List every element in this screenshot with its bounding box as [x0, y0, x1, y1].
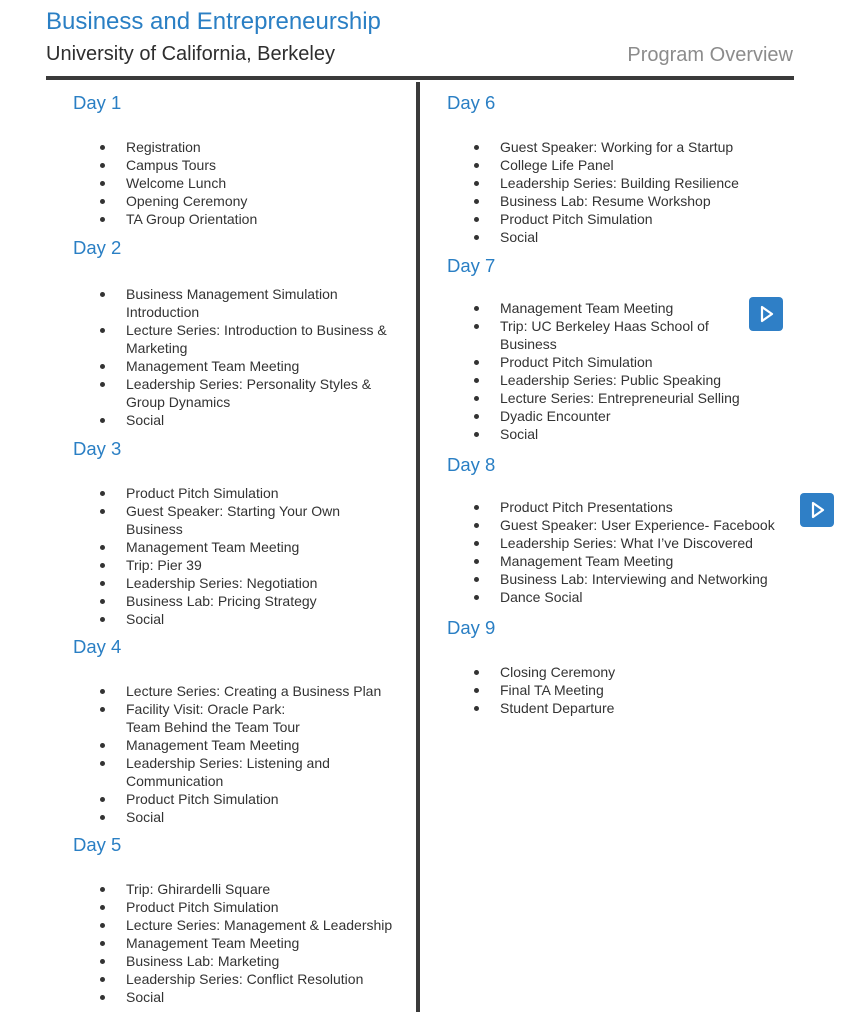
list-item: Social — [126, 610, 366, 628]
list-item: Management Team Meeting — [126, 934, 416, 952]
list-item: Leadership Series: Negotiation — [126, 574, 366, 592]
list-item: TA Group Orientation — [126, 210, 346, 228]
day-block — [447, 454, 807, 617]
day-list — [447, 663, 760, 717]
page-title: Business and Entrepreneurship — [46, 8, 381, 35]
list-item: Social — [500, 425, 760, 443]
header-rule — [46, 76, 794, 80]
day-block — [447, 255, 807, 454]
day-heading: Day 9 — [447, 617, 496, 638]
list-item: Leadership Series: Public Speaking — [500, 371, 760, 389]
day-list — [73, 138, 346, 228]
list-item: Leadership Series: Building Resilience — [500, 174, 800, 192]
list-item: Lecture Series: Creating a Business Plan — [126, 682, 408, 700]
list-item: Business Lab: Resume Workshop — [500, 192, 800, 210]
list-item: Product Pitch Presentations — [500, 498, 810, 516]
list-item: Management Team Meeting — [126, 538, 366, 556]
list-item: Leadership Series: Conflict Resolution — [126, 970, 416, 988]
play-button[interactable] — [749, 297, 783, 331]
list-item: Management Team Meeting — [500, 299, 760, 317]
day-heading: Day 7 — [447, 255, 496, 276]
list-item: Social — [126, 808, 408, 826]
list-item: Product Pitch Simulation — [500, 353, 760, 371]
list-item: Product Pitch Simulation — [126, 790, 408, 808]
left-column — [73, 92, 413, 1006]
play-icon — [807, 500, 827, 520]
day-list — [73, 484, 366, 628]
list-item: Facility Visit: Oracle Park: Team Behind the Team Tour — [126, 700, 408, 736]
list-item: Campus Tours — [126, 156, 346, 174]
list-item: Management Team Meeting — [126, 357, 408, 375]
day-block — [73, 92, 413, 237]
list-item: Dyadic Encounter — [500, 407, 760, 425]
page-subtitle: University of California, Berkeley — [46, 43, 335, 65]
list-item: Business Lab: Interviewing and Networking — [500, 570, 810, 588]
list-item: Dance Social — [500, 588, 810, 606]
column-divider — [416, 82, 420, 1012]
list-item: Registration — [126, 138, 346, 156]
list-item: Opening Ceremony — [126, 192, 346, 210]
list-item: Closing Ceremony — [500, 663, 760, 681]
list-item: Management Team Meeting — [126, 736, 408, 754]
list-item: Trip: UC Berkeley Haas School of Business — [500, 317, 735, 353]
day-list — [73, 880, 416, 1006]
day-heading: Day 3 — [73, 438, 122, 459]
day-list — [447, 299, 760, 443]
list-item: Student Departure — [500, 699, 760, 717]
right-column — [447, 92, 807, 717]
play-button[interactable] — [800, 493, 834, 527]
list-item: Leadership Series: Listening and Communication — [126, 754, 356, 790]
day-block — [447, 617, 807, 717]
list-item: Leadership Series: What I’ve Discovered — [500, 534, 810, 552]
day-heading: Day 2 — [73, 237, 122, 258]
list-item: Social — [126, 988, 416, 1006]
day-block — [73, 636, 413, 834]
list-item: Social — [126, 411, 408, 429]
day-block — [447, 92, 807, 255]
list-item: Management Team Meeting — [500, 552, 810, 570]
day-heading: Day 6 — [447, 92, 496, 113]
section-label: Program Overview — [627, 44, 793, 66]
day-list — [447, 138, 800, 246]
list-item: Trip: Pier 39 — [126, 556, 366, 574]
list-item: College Life Panel — [500, 156, 800, 174]
day-block — [73, 438, 413, 636]
list-item: Leadership Series: Personality Styles & Group Dynamics — [126, 375, 408, 411]
day-block — [73, 834, 413, 1006]
list-item: Business Management Simulation Introduction — [126, 285, 408, 321]
day-heading: Day 1 — [73, 92, 122, 113]
day-list — [447, 498, 810, 606]
play-icon — [756, 304, 776, 324]
list-item: Welcome Lunch — [126, 174, 346, 192]
list-item: Guest Speaker: Working for a Startup — [500, 138, 800, 156]
day-heading: Day 4 — [73, 636, 122, 657]
day-list — [73, 285, 408, 429]
list-item: Final TA Meeting — [500, 681, 760, 699]
list-item: Product Pitch Simulation — [126, 484, 366, 502]
day-heading: Day 5 — [73, 834, 122, 855]
list-item: Business Lab: Pricing Strategy — [126, 592, 366, 610]
list-item: Guest Speaker: Starting Your Own Business — [126, 502, 366, 538]
list-item: Lecture Series: Introduction to Business & Marketing — [126, 321, 408, 357]
list-item: Guest Speaker: User Experience- Facebook — [500, 516, 810, 534]
list-item: Lecture Series: Entrepreneurial Selling — [500, 389, 760, 407]
day-list — [73, 682, 408, 826]
list-item: Product Pitch Simulation — [500, 210, 800, 228]
list-item: Trip: Ghirardelli Square — [126, 880, 416, 898]
list-item: Product Pitch Simulation — [126, 898, 416, 916]
day-heading: Day 8 — [447, 454, 496, 475]
list-item: Social — [500, 228, 800, 246]
list-item: Lecture Series: Management & Leadership — [126, 916, 416, 934]
list-item: Business Lab: Marketing — [126, 952, 416, 970]
day-block — [73, 237, 413, 438]
